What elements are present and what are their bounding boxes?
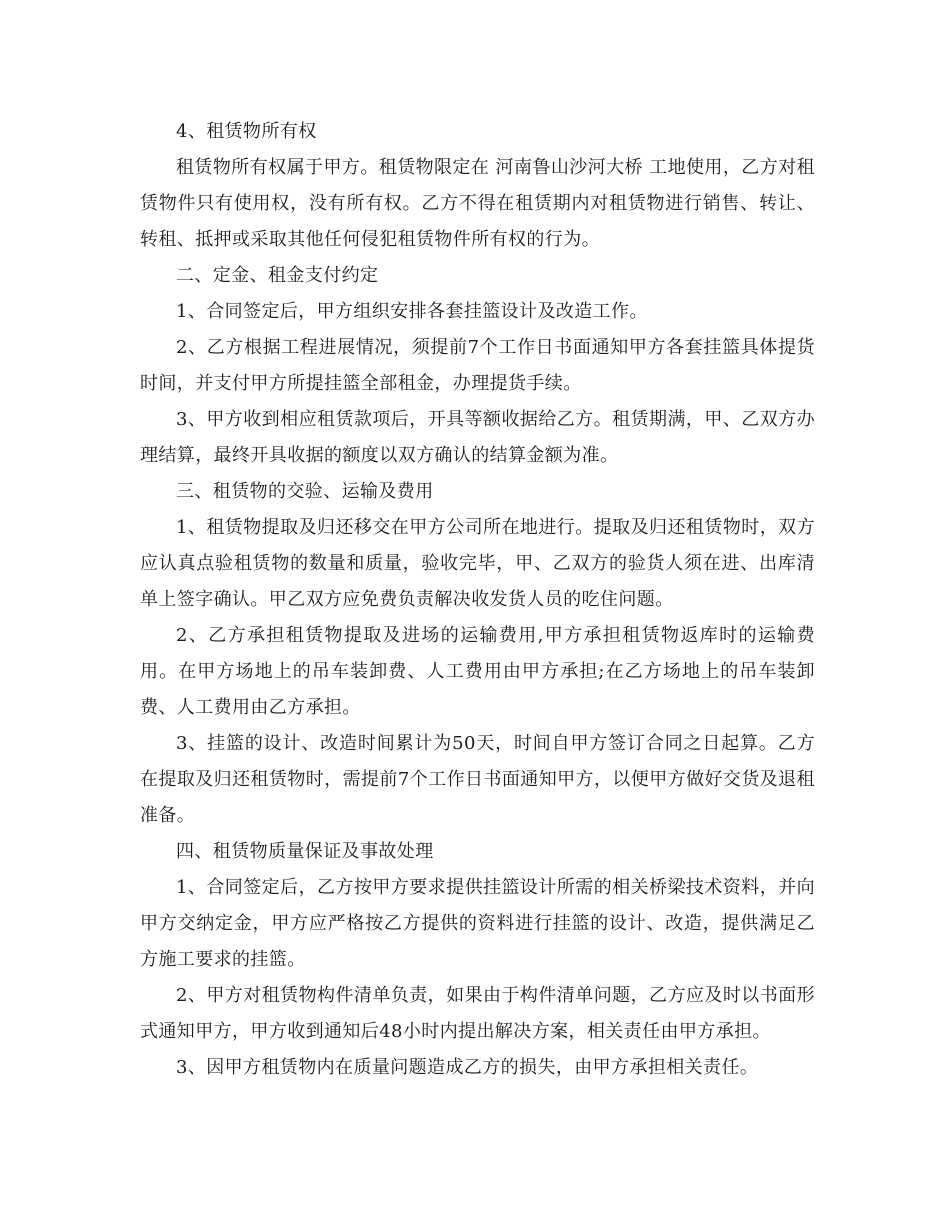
paragraph: 1、租赁物提取及归还移交在甲方公司所在地进行。提取及归还租赁物时，双方应认真点验租赁物的数量和质量，验收完毕，甲、乙双方的验货人须在进、出库清单上签字确认。甲乙双方应免费负责解决收发货人员的吃住问题。 [140, 517, 815, 610]
section-heading-deposit-rent: 二、定金、租金支付约定 [176, 265, 379, 286]
paragraph: 租赁物所有权属于甲方。租赁物限定在 河南鲁山沙河大桥 工地使用，乙方对租赁物件只有使用权，没有所有权。乙方不得在租赁期内对租赁物进行销售、转让、转租、抵押或采取其他任何侵犯租赁物件所有权的行为。 [140, 157, 815, 250]
paragraph: 3、挂篮的设计、改造时间累计为50天，时间自甲方签订合同之日起算。乙方在提取及归还租赁物时，需提前7个工作日书面通知甲方，以便甲方做好交货及退租准备。 [140, 733, 815, 826]
section-heading-quality-accident: 四、租赁物质量保证及事故处理 [176, 841, 434, 862]
paragraph: 3、甲方收到相应租赁款项后，开具等额收据给乙方。租赁期满，甲、乙双方办理结算，最终开具收据的额度以双方确认的结算金额为准。 [140, 409, 815, 466]
paragraph: 3、因甲方租赁物内在质量问题造成乙方的损失，由甲方承担相关责任。 [176, 1057, 759, 1078]
section-heading-ownership: 4、租赁物所有权 [176, 121, 317, 142]
document-body [140, 114, 815, 1086]
paragraph: 1、合同签定后，乙方按甲方要求提供挂篮设计所需的相关桥梁技术资料，并向甲方交纳定金，甲方应严格按乙方提供的资料进行挂篮的设计、改造，提供满足乙方施工要求的挂篮。 [140, 877, 815, 970]
paragraph: 2、甲方对租赁物构件清单负责，如果由于构件清单问题，乙方应及时以书面形式通知甲方，甲方收到通知后48小时内提出解决方案，相关责任由甲方承担。 [140, 985, 815, 1042]
paragraph: 2、乙方承担租赁物提取及进场的运输费用,甲方承担租赁物返库时的运输费用。在甲方场地上的吊车装卸费、人工费用由甲方承担;在乙方场地上的吊车装卸费、人工费用由乙方承担。 [140, 625, 815, 718]
paragraph: 1、合同签定后，甲方组织安排各套挂篮设计及改造工作。 [176, 301, 648, 322]
section-heading-inspection-transport: 三、租赁物的交验、运输及费用 [176, 481, 434, 502]
paragraph: 2、乙方根据工程进展情况，须提前7个工作日书面通知甲方各套挂篮具体提货时间，并支付甲方所提挂篮全部租金，办理提货手续。 [140, 337, 815, 394]
